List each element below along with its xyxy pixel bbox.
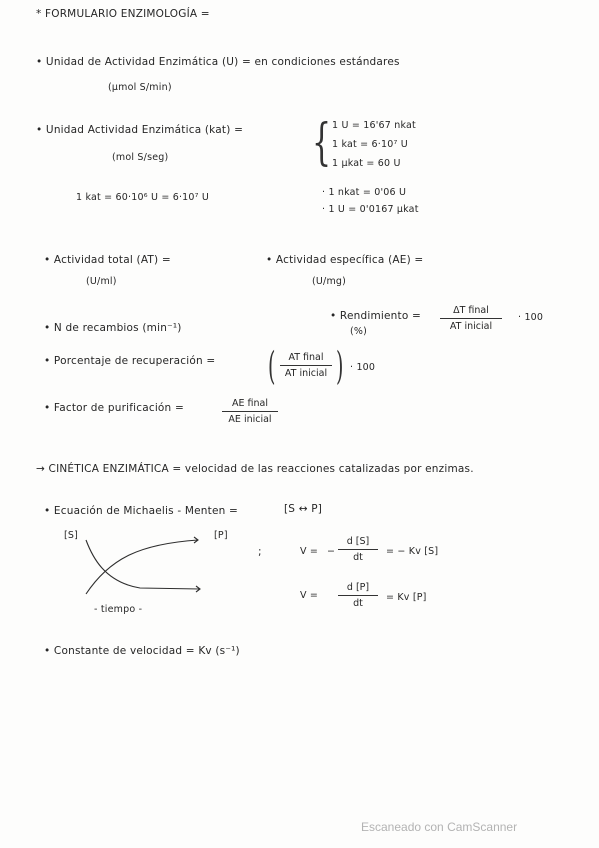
rendimiento-label: • Rendimiento = xyxy=(330,310,421,322)
katal-def-2: 1 kat = 6·10⁷ U xyxy=(332,139,408,150)
factor-numerator: AE final xyxy=(222,398,278,412)
factor-label: • Factor de purificación = xyxy=(44,402,184,414)
michaelis-box: [S ↔ P] xyxy=(284,503,323,515)
actividad-total-line: • Actividad total (AT) = xyxy=(44,254,171,266)
close-paren: ) xyxy=(336,344,344,388)
v1-denominator: dt xyxy=(353,552,363,563)
v1-numerator: d [S] xyxy=(338,536,378,550)
porcentaje-fraction xyxy=(280,352,332,379)
constante-line: • Constante de velocidad = Kv (s⁻¹) xyxy=(44,645,240,657)
substrate-decay-curve xyxy=(86,540,200,589)
actividad-especifica-line: • Actividad específica (AE) = xyxy=(266,254,424,266)
v2-denominator: dt xyxy=(353,598,363,609)
porcentaje-numerator: AT final xyxy=(280,352,332,366)
left-brace: { xyxy=(312,113,332,171)
rendimiento-multiplier: · 100 xyxy=(518,312,544,323)
porcentaje-denominator: AT inicial xyxy=(284,368,328,379)
rendimiento-units: (%) xyxy=(350,326,368,337)
factor-denominator: AE inicial xyxy=(228,414,272,425)
semicolon: ; xyxy=(258,546,262,558)
factor-fraction xyxy=(222,398,278,425)
v1-rhs: = − Kv [S] xyxy=(386,546,439,557)
page-title: * FORMULARIO ENZIMOLOGÍA = xyxy=(36,8,210,20)
graph-s-label: [S] xyxy=(64,530,79,541)
kinetics-curves-graph xyxy=(80,536,210,606)
katal-line: • Unidad Actividad Enzimática (kat) = xyxy=(36,124,244,136)
open-paren: ( xyxy=(268,344,276,388)
product-growth-curve xyxy=(86,540,198,594)
unit-u-line: • Unidad de Actividad Enzimática (U) = en condiciones estándares xyxy=(36,56,400,68)
v2-lhs: V = xyxy=(300,590,319,601)
v1-lhs: V = xyxy=(300,546,319,557)
v1-fraction xyxy=(338,536,378,563)
actividad-especifica-units: (U/mg) xyxy=(312,276,347,287)
katal-equation: 1 kat = 60·10⁶ U = 6·10⁷ U xyxy=(76,192,210,203)
katal-def-3: 1 μkat = 60 U xyxy=(332,158,401,169)
katal-units: (mol S/seg) xyxy=(112,152,169,163)
actividad-total-units: (U/ml) xyxy=(86,276,117,287)
porcentaje-label: • Porcentaje de recuperación = xyxy=(44,355,216,367)
rendimiento-numerator: ΔT final xyxy=(440,305,502,319)
v1-minus: − xyxy=(327,546,336,557)
rendimiento-denominator: AT inicial xyxy=(449,321,493,332)
michaelis-line: • Ecuación de Michaelis - Menten = xyxy=(44,505,239,517)
v2-numerator: d [P] xyxy=(338,582,378,596)
scanner-watermark: Escaneado con CamScanner xyxy=(361,820,518,834)
unit-u-units: (μmol S/min) xyxy=(108,82,172,93)
graph-p-label: [P] xyxy=(214,530,228,541)
n-recambios-line: • N de recambios (min⁻¹) xyxy=(44,322,182,334)
cinetica-line: → CINÉTICA ENZIMÁTICA = velocidad de las reacciones catalizadas por enzimas. xyxy=(36,463,474,475)
katal-def-1: 1 U = 16'67 nkat xyxy=(332,120,416,131)
v2-rhs: = Kv [P] xyxy=(386,592,427,603)
rendimiento-fraction xyxy=(440,305,502,332)
katal-extra-2: · 1 U = 0'0167 μkat xyxy=(322,204,419,215)
v2-fraction xyxy=(338,582,378,609)
graph-x-label: - tiempo - xyxy=(94,604,143,615)
porcentaje-multiplier: · 100 xyxy=(350,362,376,373)
katal-extra-1: · 1 nkat = 0'06 U xyxy=(322,187,407,198)
